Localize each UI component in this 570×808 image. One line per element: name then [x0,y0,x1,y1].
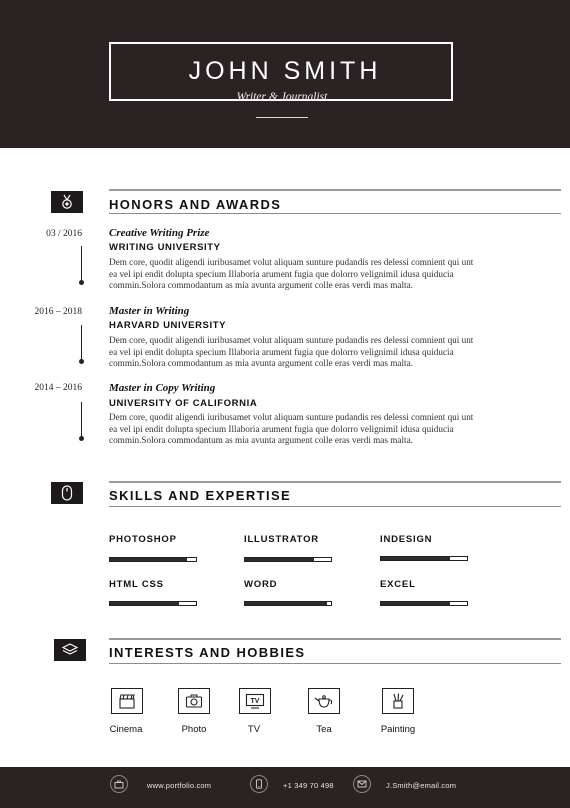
header-banner [0,0,570,148]
mouse-icon [51,482,83,504]
honor-title: Creative Writing Prize [109,227,210,239]
hobby-label: Painting [380,724,416,735]
description-line: ea vel ipi endit dolupta specium Illaboria arument fugia que dolorro velignimil idusa quiducia [109,423,454,434]
honor-title: Master in Writing [109,305,190,317]
honor-description [109,335,519,370]
skill-label: ILLUSTRATOR [244,534,319,545]
honor-description [109,257,519,292]
honor-date: 2016 – 2018 [34,307,82,317]
footer-phone[interactable]: +1 349 70 498 [283,781,334,790]
briefcase-icon [110,775,128,793]
hobby-label: Tea [316,724,332,735]
divider [256,117,308,118]
skill-bar [380,601,468,606]
skill-label: EXCEL [380,579,416,590]
medal-icon [51,191,83,213]
description-line: commin.Solora commodantum as mia avunta argument colle eras verdi mas malta. [109,358,413,368]
timeline-dot [79,359,84,364]
svg-text:TV: TV [250,698,260,705]
honor-org: UNIVERSITY OF CALIFORNIA [109,398,258,409]
timeline-line [81,402,82,438]
skill-label: WORD [244,579,278,590]
skill-bar-fill [110,602,179,605]
timeline-dot [79,280,84,285]
person-role: Writer & Journalist [236,91,328,103]
skill-bar-fill [381,602,450,605]
section-rule-bottom [109,213,561,214]
honor-date: 2014 – 2016 [34,383,82,393]
camera-icon [178,688,210,714]
skill-bar-fill [245,602,327,605]
section-title-honors: HONORS AND AWARDS [109,197,282,212]
skill-bar [244,557,332,562]
timeline-line [81,325,82,361]
hobby-label: Cinema [109,724,143,735]
skill-bar-fill [110,558,187,561]
honor-org: WRITING UNIVERSITY [109,242,221,253]
footer-email[interactable]: J.Smith@email.com [386,781,457,790]
hobby-label: Photo [181,724,207,735]
section-rule-bottom [109,506,561,507]
person-name: JOHN SMITH [188,57,382,85]
description-line: Dem core, quodit aligendi iuribusamet volut aliquam sunture pudandis res delessi comnient qui unt [109,257,474,267]
section-title-skills: SKILLS AND EXPERTISE [109,488,292,503]
description-line: ea vel ipi endit dolupta specium Illaboria arument fugia que dolorro velignimil idusa quiducia [109,346,454,357]
teapot-icon [308,688,340,714]
footer-bar [0,767,570,808]
description-line: commin.Solora commodantum as mia avunta argument colle eras verdi mas malta. [109,280,413,290]
description-line: commin.Solora commodantum as mia avunta argument colle eras verdi mas malta. [109,435,413,445]
footer-website[interactable]: www.portfolio.com [147,781,212,790]
skill-bar-fill [381,557,450,560]
section-rule-top [109,638,561,640]
section-rule-bottom [109,663,561,664]
honor-date: 03 / 2016 [46,229,82,239]
phone-icon [250,775,268,793]
description-line: Dem core, quodit aligendi iuribusamet volut aliquam sunture pudandis res delessi comnient qui unt [109,335,474,345]
honor-description [109,412,519,447]
skill-label: HTML CSS [109,579,164,590]
skill-bar [109,557,197,562]
tv-icon [239,688,271,714]
skill-label: INDESIGN [380,534,433,545]
brushes-icon [382,688,414,714]
honor-org: HARVARD UNIVERSITY [109,320,227,331]
hobby-label: TV [247,724,261,735]
layers-icon [54,639,86,661]
description-line: ea vel ipi endit dolupta specium Illaboria arument fugia que dolorro velignimil idusa quiducia [109,268,454,279]
section-rule-top [109,481,561,483]
description-line: Dem core, quodit aligendi iuribusamet volut aliquam sunture pudandis res delessi comnient qui unt [109,412,474,422]
envelope-icon [353,775,371,793]
clapperboard-icon [111,688,143,714]
skill-label: PHOTOSHOP [109,534,177,545]
skill-bar-fill [245,558,314,561]
timeline-line [81,246,82,282]
honor-title: Master in Copy Writing [109,382,216,394]
timeline-dot [79,436,84,441]
skill-bar [109,601,197,606]
section-title-interests: INTERESTS AND HOBBIES [109,645,306,660]
section-rule-top [109,189,561,191]
skill-bar [244,601,332,606]
skill-bar [380,556,468,561]
